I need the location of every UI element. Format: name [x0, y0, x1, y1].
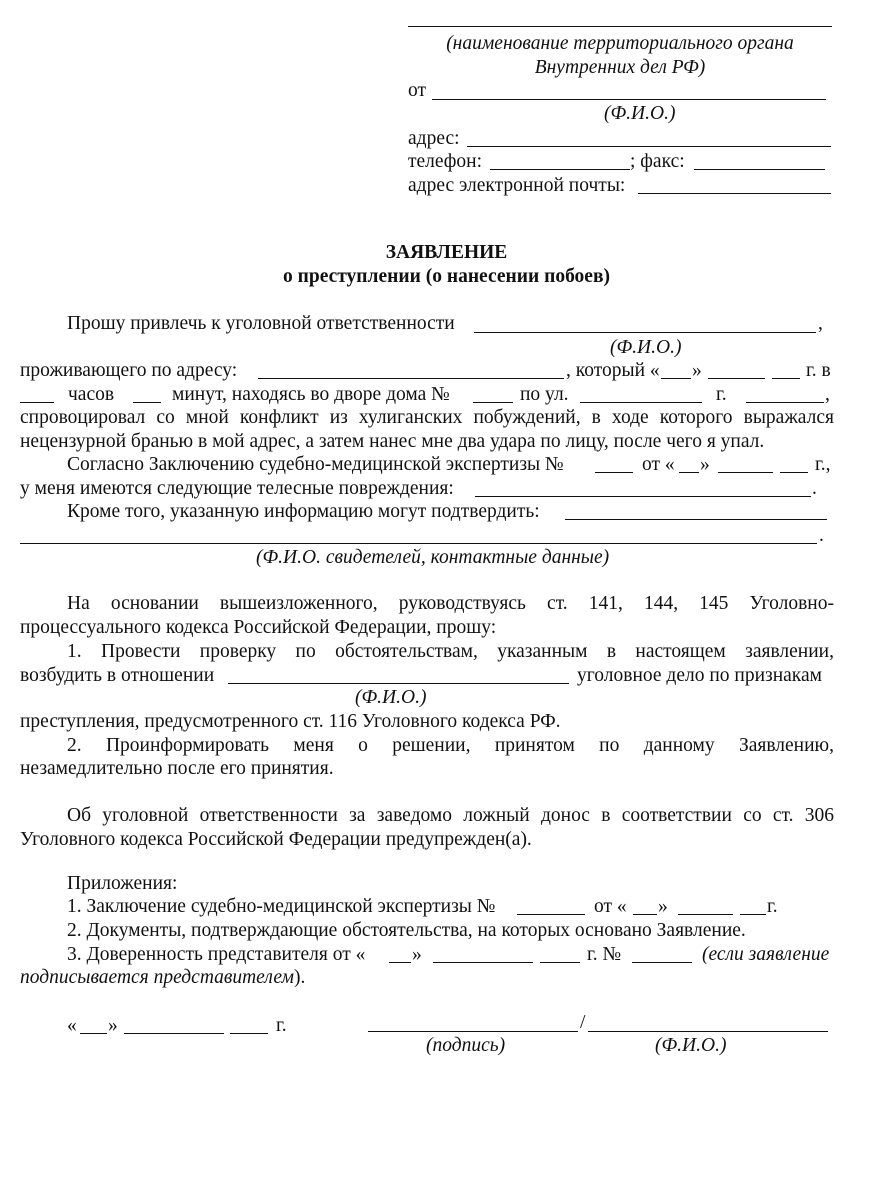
l8-text: у меня имеются следующие телесные повреждения: — [20, 478, 454, 499]
a3-day-field[interactable] — [389, 962, 411, 963]
house-number-field[interactable] — [473, 402, 513, 403]
sign-date-open: « — [67, 1015, 77, 1036]
sign-month-field[interactable] — [124, 1033, 224, 1034]
offender-fio-caption: (Ф.И.О.) — [610, 337, 682, 358]
l4-minutes: минут, находясь во дворе дома № — [172, 384, 450, 405]
a1-text: 1. Заключение судебно-медицинской экспертизы № — [67, 896, 496, 917]
l3-which: , который « — [566, 360, 660, 381]
r1-text: На основании вышеизложенного, руководствуясь ст. 141, 144, 145 Уголовно- — [67, 593, 834, 614]
l3-label: проживающего по адресу: — [20, 360, 238, 381]
city-field[interactable] — [746, 402, 824, 403]
incident-year-field[interactable] — [772, 378, 800, 379]
a3-number: г. № — [587, 944, 622, 965]
organ-name-line[interactable] — [408, 26, 832, 27]
a3-year-field[interactable] — [540, 962, 580, 963]
from-fio-caption: (Ф.И.О.) — [604, 103, 676, 124]
l4-street: по ул. — [520, 384, 569, 405]
l8-period: . — [812, 478, 817, 499]
incident-minute-field[interactable] — [133, 402, 161, 403]
offender-fio-field[interactable] — [474, 332, 816, 333]
signer-fio-field[interactable] — [588, 1031, 828, 1032]
attachments-heading: Приложения: — [67, 873, 178, 894]
a3-month-field[interactable] — [433, 962, 533, 963]
p1-start: Прошу привлечь к уголовной ответственности — [67, 313, 455, 334]
expertise-year-field[interactable] — [780, 472, 808, 473]
r2-text: процессуального кодекса Российской Федерации, прошу: — [20, 617, 497, 638]
offender-address-field[interactable] — [258, 378, 564, 379]
expertise-month-field[interactable] — [718, 472, 773, 473]
r5-text: преступления, предусмотренного ст. 116 Уголовного кодекса РФ. — [20, 711, 561, 732]
l7-quote: » — [700, 454, 710, 475]
sign-date-close: » — [108, 1015, 118, 1036]
sign-day-field[interactable] — [80, 1033, 107, 1034]
a1-year-field[interactable] — [740, 914, 766, 915]
a2-text: 2. Документы, подтверждающие обстоятельства, на которых основано Заявление. — [67, 920, 746, 941]
address-field[interactable] — [467, 146, 831, 147]
witness-caption: (Ф.И.О. свидетелей, контактные данные) — [256, 547, 610, 568]
injuries-field[interactable] — [475, 496, 811, 497]
a1-quote: » — [658, 896, 668, 917]
phone-label: телефон: — [408, 151, 483, 172]
sign-year: г. — [276, 1015, 287, 1036]
a1-from: от « — [594, 896, 627, 917]
expertise-day-field[interactable] — [679, 472, 699, 473]
a1-month-field[interactable] — [678, 914, 733, 915]
l3-quote: » — [692, 360, 702, 381]
expertise-number-field[interactable] — [595, 472, 633, 473]
a4-note: подписывается представителем — [20, 967, 294, 988]
fax-label: ; факс: — [630, 151, 685, 172]
l4-city: г. — [716, 384, 727, 405]
r4-text: возбудить в отношении — [20, 665, 215, 686]
w2-text: Уголовного кодекса Российской Федерации предупрежден(а). — [20, 829, 532, 850]
incident-hour-field[interactable] — [20, 402, 54, 403]
l6-text: нецензурной бранью в мой адрес, а затем нанес мне два удара по лицу, после чего я упал. — [20, 431, 765, 452]
r3-text: 1. Провести проверку по обстоятельствам, указанным в настоящем заявлении, — [67, 641, 834, 662]
a3-text: 3. Доверенность представителя от « — [67, 944, 366, 965]
street-field[interactable] — [580, 402, 702, 403]
phone-field[interactable] — [490, 169, 630, 170]
from-fio-field[interactable] — [432, 99, 826, 100]
address-label: адрес: — [408, 128, 460, 149]
l9-text: Кроме того, указанную информацию могут подтвердить: — [67, 501, 540, 522]
accused-fio-field[interactable] — [228, 683, 569, 684]
l7-from: от « — [642, 454, 675, 475]
incident-month-field[interactable] — [708, 378, 765, 379]
document-title: ЗАЯВЛЕНИЕ — [385, 242, 508, 263]
l3-year: г. в — [806, 360, 831, 381]
sign-year-field[interactable] — [230, 1033, 268, 1034]
a4-end: ). — [293, 967, 306, 988]
signer-fio-caption: (Ф.И.О.) — [655, 1035, 727, 1056]
sign-slash: / — [580, 1012, 586, 1033]
incident-day-field[interactable] — [661, 378, 691, 379]
l4-comma: , — [825, 384, 830, 405]
p1-comma: , — [818, 313, 823, 334]
w1-text: Об уголовной ответственности за заведомо ложный донос в соответствии со ст. 306 — [67, 805, 834, 826]
fax-field[interactable] — [694, 169, 825, 170]
email-field[interactable] — [638, 193, 831, 194]
signature-field[interactable] — [368, 1031, 578, 1032]
a1-number-field[interactable] — [517, 914, 585, 915]
witness-field-1[interactable] — [565, 519, 827, 520]
organ-caption-2: Внутренних дел РФ) — [534, 57, 706, 78]
from-label: от — [408, 80, 427, 101]
l7-year: г., — [815, 454, 831, 475]
signature-caption: (подпись) — [426, 1035, 506, 1056]
r6-text: 2. Проинформировать меня о решении, принятом по данному Заявлению, — [67, 735, 834, 756]
witness-field-2[interactable] — [20, 543, 817, 544]
a1-year: г. — [767, 896, 778, 917]
accused-fio-caption: (Ф.И.О.) — [355, 687, 427, 708]
a3-number-field[interactable] — [632, 962, 692, 963]
email-label: адрес электронной почты: — [408, 175, 626, 196]
l5-text: спровоцировал со мной конфликт из хулиганских побуждений, в ходе которого выражался — [20, 407, 834, 428]
organ-caption-1: (наименование территориального органа — [446, 33, 794, 54]
document-subtitle: о преступлении (о нанесении побоев) — [282, 266, 610, 287]
a4-line — [20, 966, 305, 990]
a1-day-field[interactable] — [633, 914, 657, 915]
l4-hours: часов — [68, 384, 115, 405]
r4-end: уголовное дело по признакам — [577, 665, 822, 686]
r7-text: незамедлительно после его принятия. — [20, 758, 334, 779]
l7-text: Согласно Заключению судебно-медицинской экспертизы № — [67, 454, 564, 475]
a3-quote: » — [412, 944, 422, 965]
a3-note: (если заявление — [702, 944, 830, 965]
l10-period: . — [819, 525, 824, 546]
